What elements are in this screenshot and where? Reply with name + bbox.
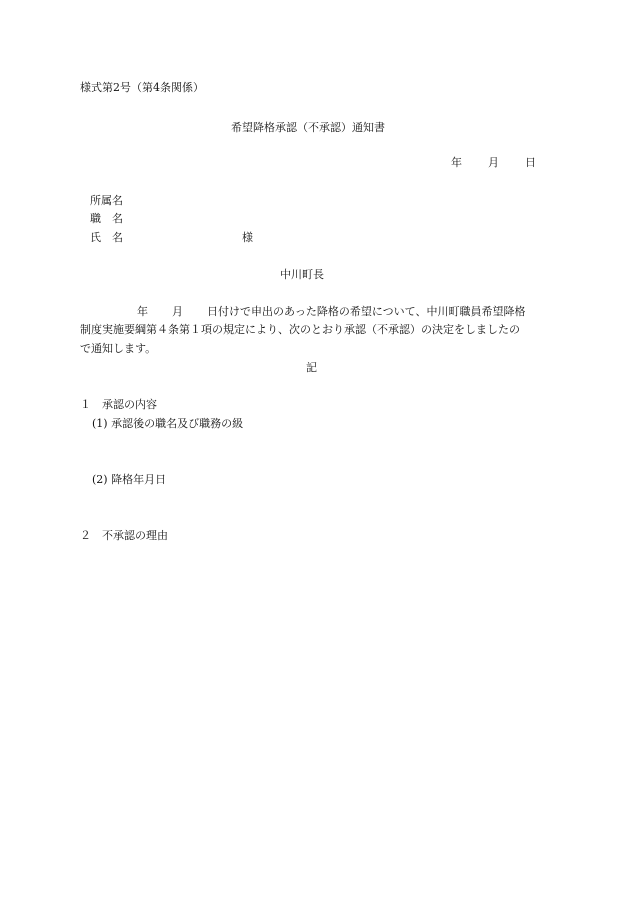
position-label: 職 名 [90, 212, 123, 225]
body-month: 月 [172, 305, 183, 318]
section-1-item-2: (2) 降格年月日 [92, 473, 167, 486]
body-line-1-text: 日付けで申出のあった降格の希望について、中川町職員希望降格 [207, 305, 526, 318]
section-2-title: ２ 不承認の理由 [80, 529, 168, 542]
body-line-3: で通知します。 [80, 342, 157, 355]
document-title: 希望降格承認（不承認）通知書 [231, 121, 385, 134]
honorific: 様 [242, 231, 253, 244]
section-1-title: １ 承認の内容 [80, 398, 157, 411]
date-day-label: 日 [525, 156, 536, 169]
body-line-1 [80, 305, 560, 319]
affiliation-label: 所属名 [90, 194, 123, 207]
section-1-item-1: (1) 承認後の職名及び職務の級 [92, 417, 244, 430]
body-year: 年 [137, 305, 148, 318]
name-label: 氏 名 [90, 231, 123, 244]
issuer: 中川町長 [280, 268, 324, 281]
form-number: 様式第2号（第4条関係） [80, 81, 204, 94]
body-line-2: 制度実施要綱第４条第１項の規定により、次のとおり承認（不承認）の決定をしましたの [80, 323, 520, 336]
ki-marker: 記 [306, 361, 317, 374]
date-year-label: 年 [451, 156, 462, 169]
date-month-label: 月 [488, 156, 499, 169]
